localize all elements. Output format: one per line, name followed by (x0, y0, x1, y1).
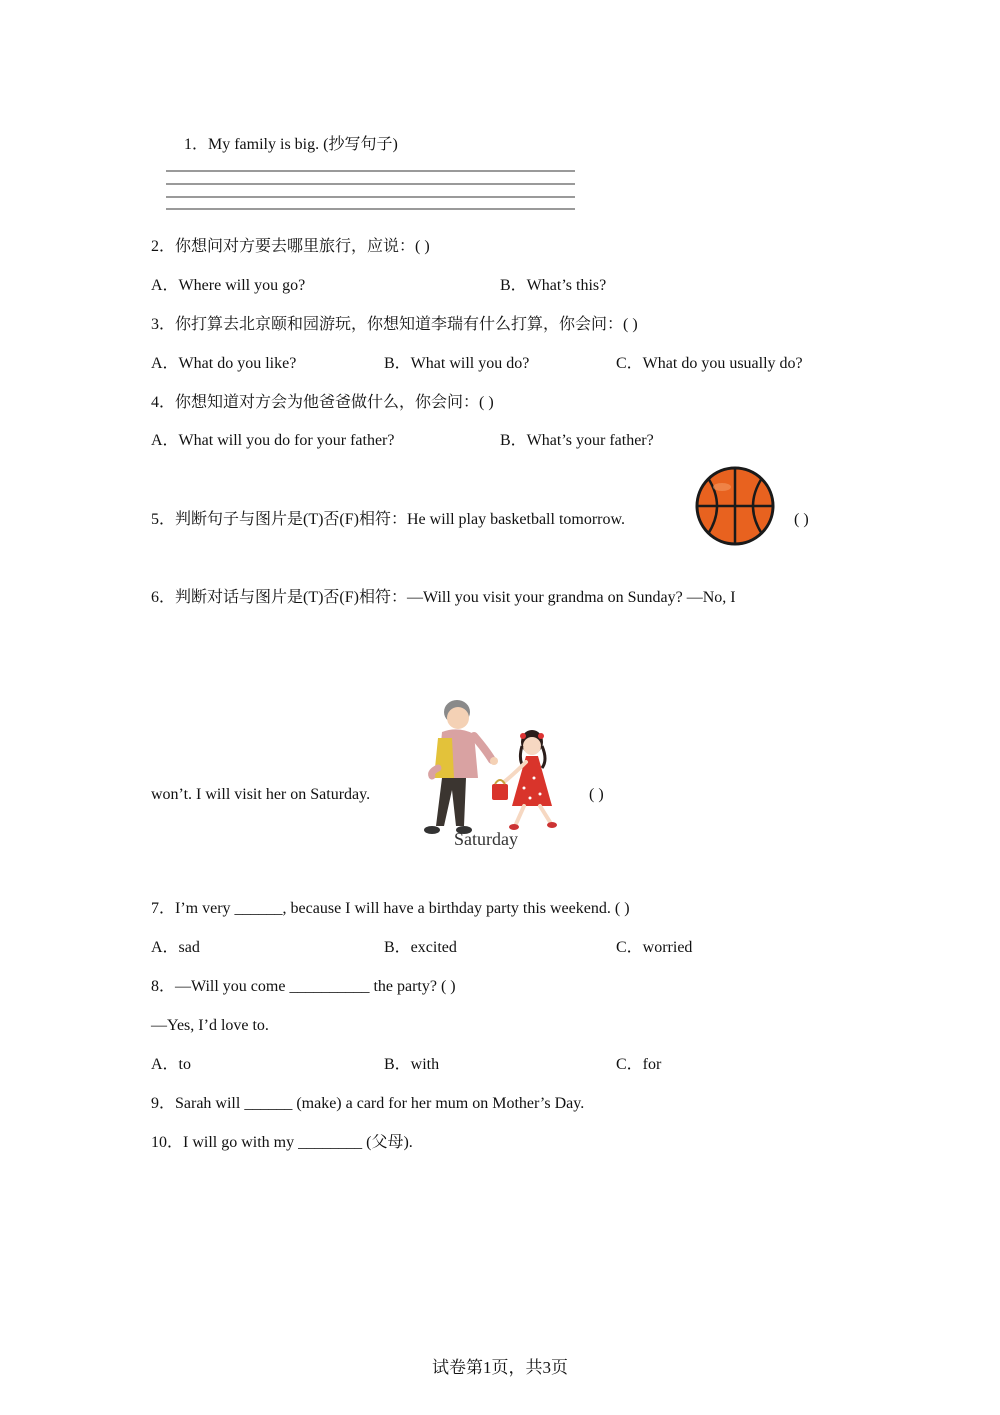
writing-rule (166, 170, 575, 172)
writing-rule (166, 196, 575, 198)
q3-option-a: A．What do you like? (151, 355, 297, 372)
q2-option-b: B．What’s this? (500, 277, 607, 294)
q4-option-b: B．What’s your father? (500, 432, 654, 449)
q6-image-caption: Saturday (454, 829, 518, 849)
writing-rule (166, 208, 575, 210)
writing-lines (166, 170, 575, 212)
q1-text: 1．My family is big. (抄写句子) (184, 136, 398, 153)
q6-text-line2: won’t. I will visit her on Saturday. (151, 786, 371, 803)
page-footer: 试卷第1页，共3页 (432, 1358, 568, 1377)
grandma-and-girl-icon (412, 698, 572, 850)
q9-text: 9．Sarah will ______ (make) a card for her mum on Mother’s Day. (151, 1095, 585, 1112)
q3-text: 3．你打算去北京颐和园游玩，你想知道李瑞有什么打算，你会问：( ) (151, 316, 638, 333)
q5-text: 5．判断句子与图片是(T)否(F)相符：He will play basketball tomorrow. (151, 511, 626, 528)
q8-option-c: C．for (616, 1056, 662, 1073)
q7-option-a: A．sad (151, 939, 200, 956)
q10-text: 10．I will go with my ________ (父母). (151, 1134, 413, 1151)
q4-text: 4．你想知道对方会为他爸爸做什么，你会问：( ) (151, 394, 494, 411)
q8-option-a: A．to (151, 1056, 192, 1073)
q4-option-a: A．What will you do for your father? (151, 432, 395, 449)
q7-option-b: B．excited (384, 939, 457, 956)
q8-option-b: B．with (384, 1056, 440, 1073)
q8-text: 8．—Will you come __________ the party? ( ) (151, 978, 456, 995)
q7-option-c: C．worried (616, 939, 693, 956)
q3-option-b: B．What will you do? (384, 355, 530, 372)
q2-option-a: A．Where will you go? (151, 277, 306, 294)
basketball-icon (694, 465, 776, 547)
q5-answer-blank: ( ) (794, 511, 809, 528)
q6-text-line1: 6．判断对话与图片是(T)否(F)相符：—Will you visit your grandma on Sunday? —No, I (151, 589, 736, 606)
q2-text: 2．你想问对方要去哪里旅行，应说：( ) (151, 238, 430, 255)
q7-text: 7．I’m very ______, because I will have a birthday party this weekend. ( ) (151, 900, 630, 917)
writing-rule (166, 183, 575, 185)
q6-answer-blank: ( ) (589, 786, 604, 803)
q8-reply: —Yes, I’d love to. (151, 1017, 269, 1034)
q3-option-c: C．What do you usually do? (616, 355, 803, 372)
